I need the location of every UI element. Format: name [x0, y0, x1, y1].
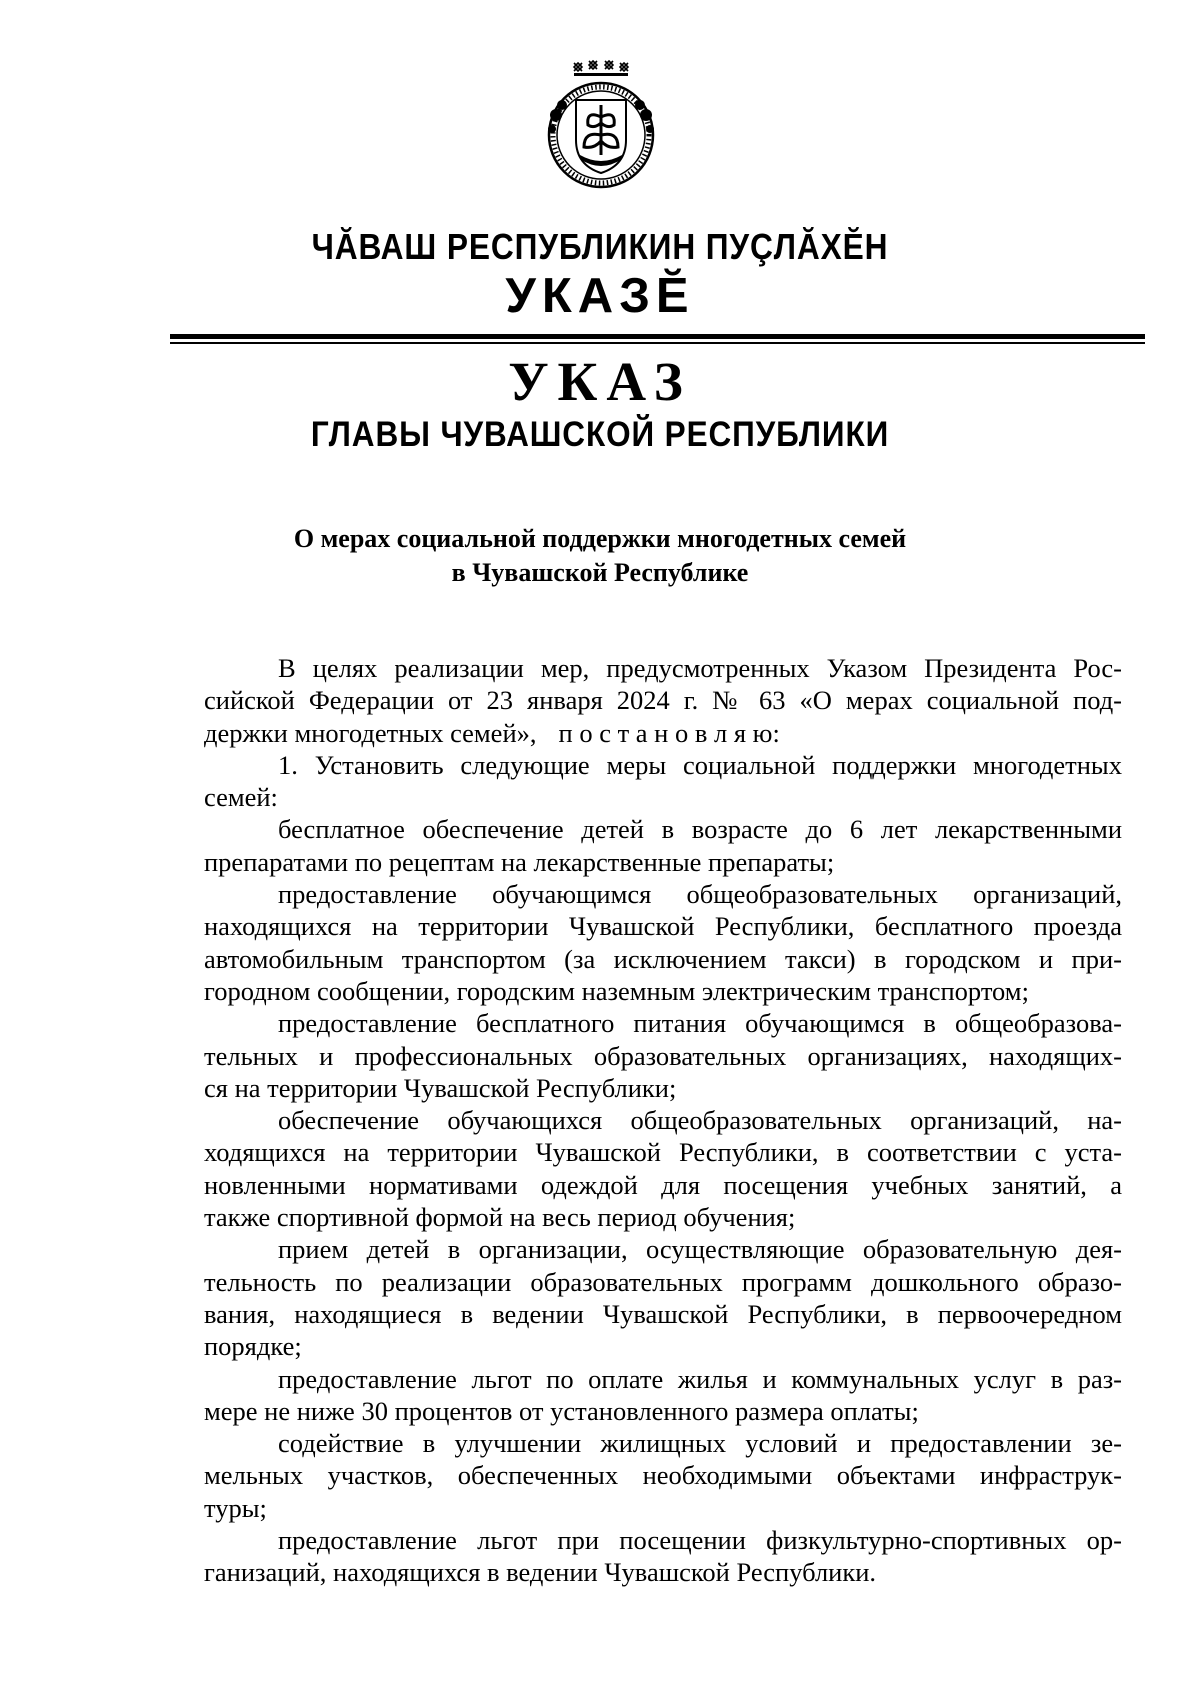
body-line: препаратами по рецептам на лекарственные препараты; — [204, 846, 835, 877]
document-title — [0, 522, 1200, 590]
body-line: предоставление льгот по оплате жилья и коммунальных услуг в раз- — [278, 1363, 1122, 1394]
body-line: ходящихся на территории Чувашской Республики, в соответствии с уста- — [204, 1137, 1122, 1168]
body-text: держки многодетных семей», — [204, 717, 537, 748]
body-line: семей: — [204, 782, 278, 813]
body-line: вания, находящиеся в ведении Чувашской Республики, в первоочередном — [204, 1298, 1122, 1329]
body-line: бесплатное обеспечение детей в возрасте до 6 лет лекарственными — [278, 814, 1122, 845]
body-line: сийской Федерации от 23 января 2024 г. № 63 «О мерах социальной под- — [204, 685, 1122, 716]
document-title-line: в Чувашской Республике — [451, 558, 749, 587]
russian-decree-word: УКАЗ — [508, 351, 692, 412]
body-line: предоставление льгот при посещении физкультурно-спортивных ор- — [278, 1525, 1122, 1556]
body-line: ганизаций, находящихся в ведении Чувашской Республики. — [204, 1557, 877, 1588]
body-line: прием детей в организации, осуществляющие образовательную дея- — [278, 1234, 1122, 1265]
chuvash-head-title: ЧĂВАШ РЕСПУБЛИКИН ПУÇЛĂХĔН — [311, 226, 889, 267]
body-line: туры; — [204, 1492, 267, 1523]
body-line: тельность по реализации образовательных программ дошкольного образо- — [204, 1266, 1122, 1297]
divider-thick — [170, 334, 1145, 339]
body-line: мельных участков, обеспеченных необходимыми объектами инфраструк- — [204, 1460, 1122, 1491]
body-line: обеспечение обучающихся общеобразовательных организаций, на- — [278, 1105, 1122, 1136]
body-line: городном сообщении, городским наземным электрическим транспортом; — [204, 975, 1029, 1006]
body-line: 1. Установить следующие меры социальной поддержки многодетных — [278, 749, 1122, 780]
body-line-decision — [204, 717, 1122, 749]
document-title-line: О мерах социальной поддержки многодетных семей — [293, 524, 907, 553]
body-line: содействие в улучшении жилищных условий и предоставлении зе- — [278, 1428, 1122, 1459]
divider-thin — [170, 342, 1145, 344]
body-line: находящихся на территории Чувашской Республики, бесплатного проезда — [204, 911, 1122, 942]
body-text-spaced: п о с т а н о в л я ю: — [558, 717, 780, 748]
chuvash-decree-word: УКАЗĔ — [505, 269, 695, 323]
body-line: мере не ниже 30 процентов от установленного размера оплаты; — [204, 1395, 919, 1426]
body-line: порядке; — [204, 1331, 302, 1362]
body-line: ся на территории Чувашской Республики; — [204, 1072, 677, 1103]
body-line: тельных и профессиональных образовательных организациях, находящих- — [204, 1040, 1122, 1071]
body-line: также спортивной формой на весь период обучения; — [204, 1202, 796, 1233]
body-line: В целях реализации мер, предусмотренных Указом Президента Рос- — [278, 653, 1122, 683]
document-body — [204, 652, 1122, 1589]
body-line: новленными нормативами одеждой для посещения учебных занятий, а — [204, 1169, 1122, 1200]
body-line: предоставление бесплатного питания обучающимся в общеобразова- — [278, 1008, 1122, 1039]
body-line: предоставление обучающимся общеобразовательных организаций, — [278, 879, 1122, 910]
body-line: автомобильным транспортом (за исключением такси) в городском и при- — [204, 943, 1122, 974]
russian-head-title: ГЛАВЫ ЧУВАШСКОЙ РЕСПУБЛИКИ — [310, 415, 890, 454]
coat-of-arms-emblem-icon — [536, 55, 666, 193]
